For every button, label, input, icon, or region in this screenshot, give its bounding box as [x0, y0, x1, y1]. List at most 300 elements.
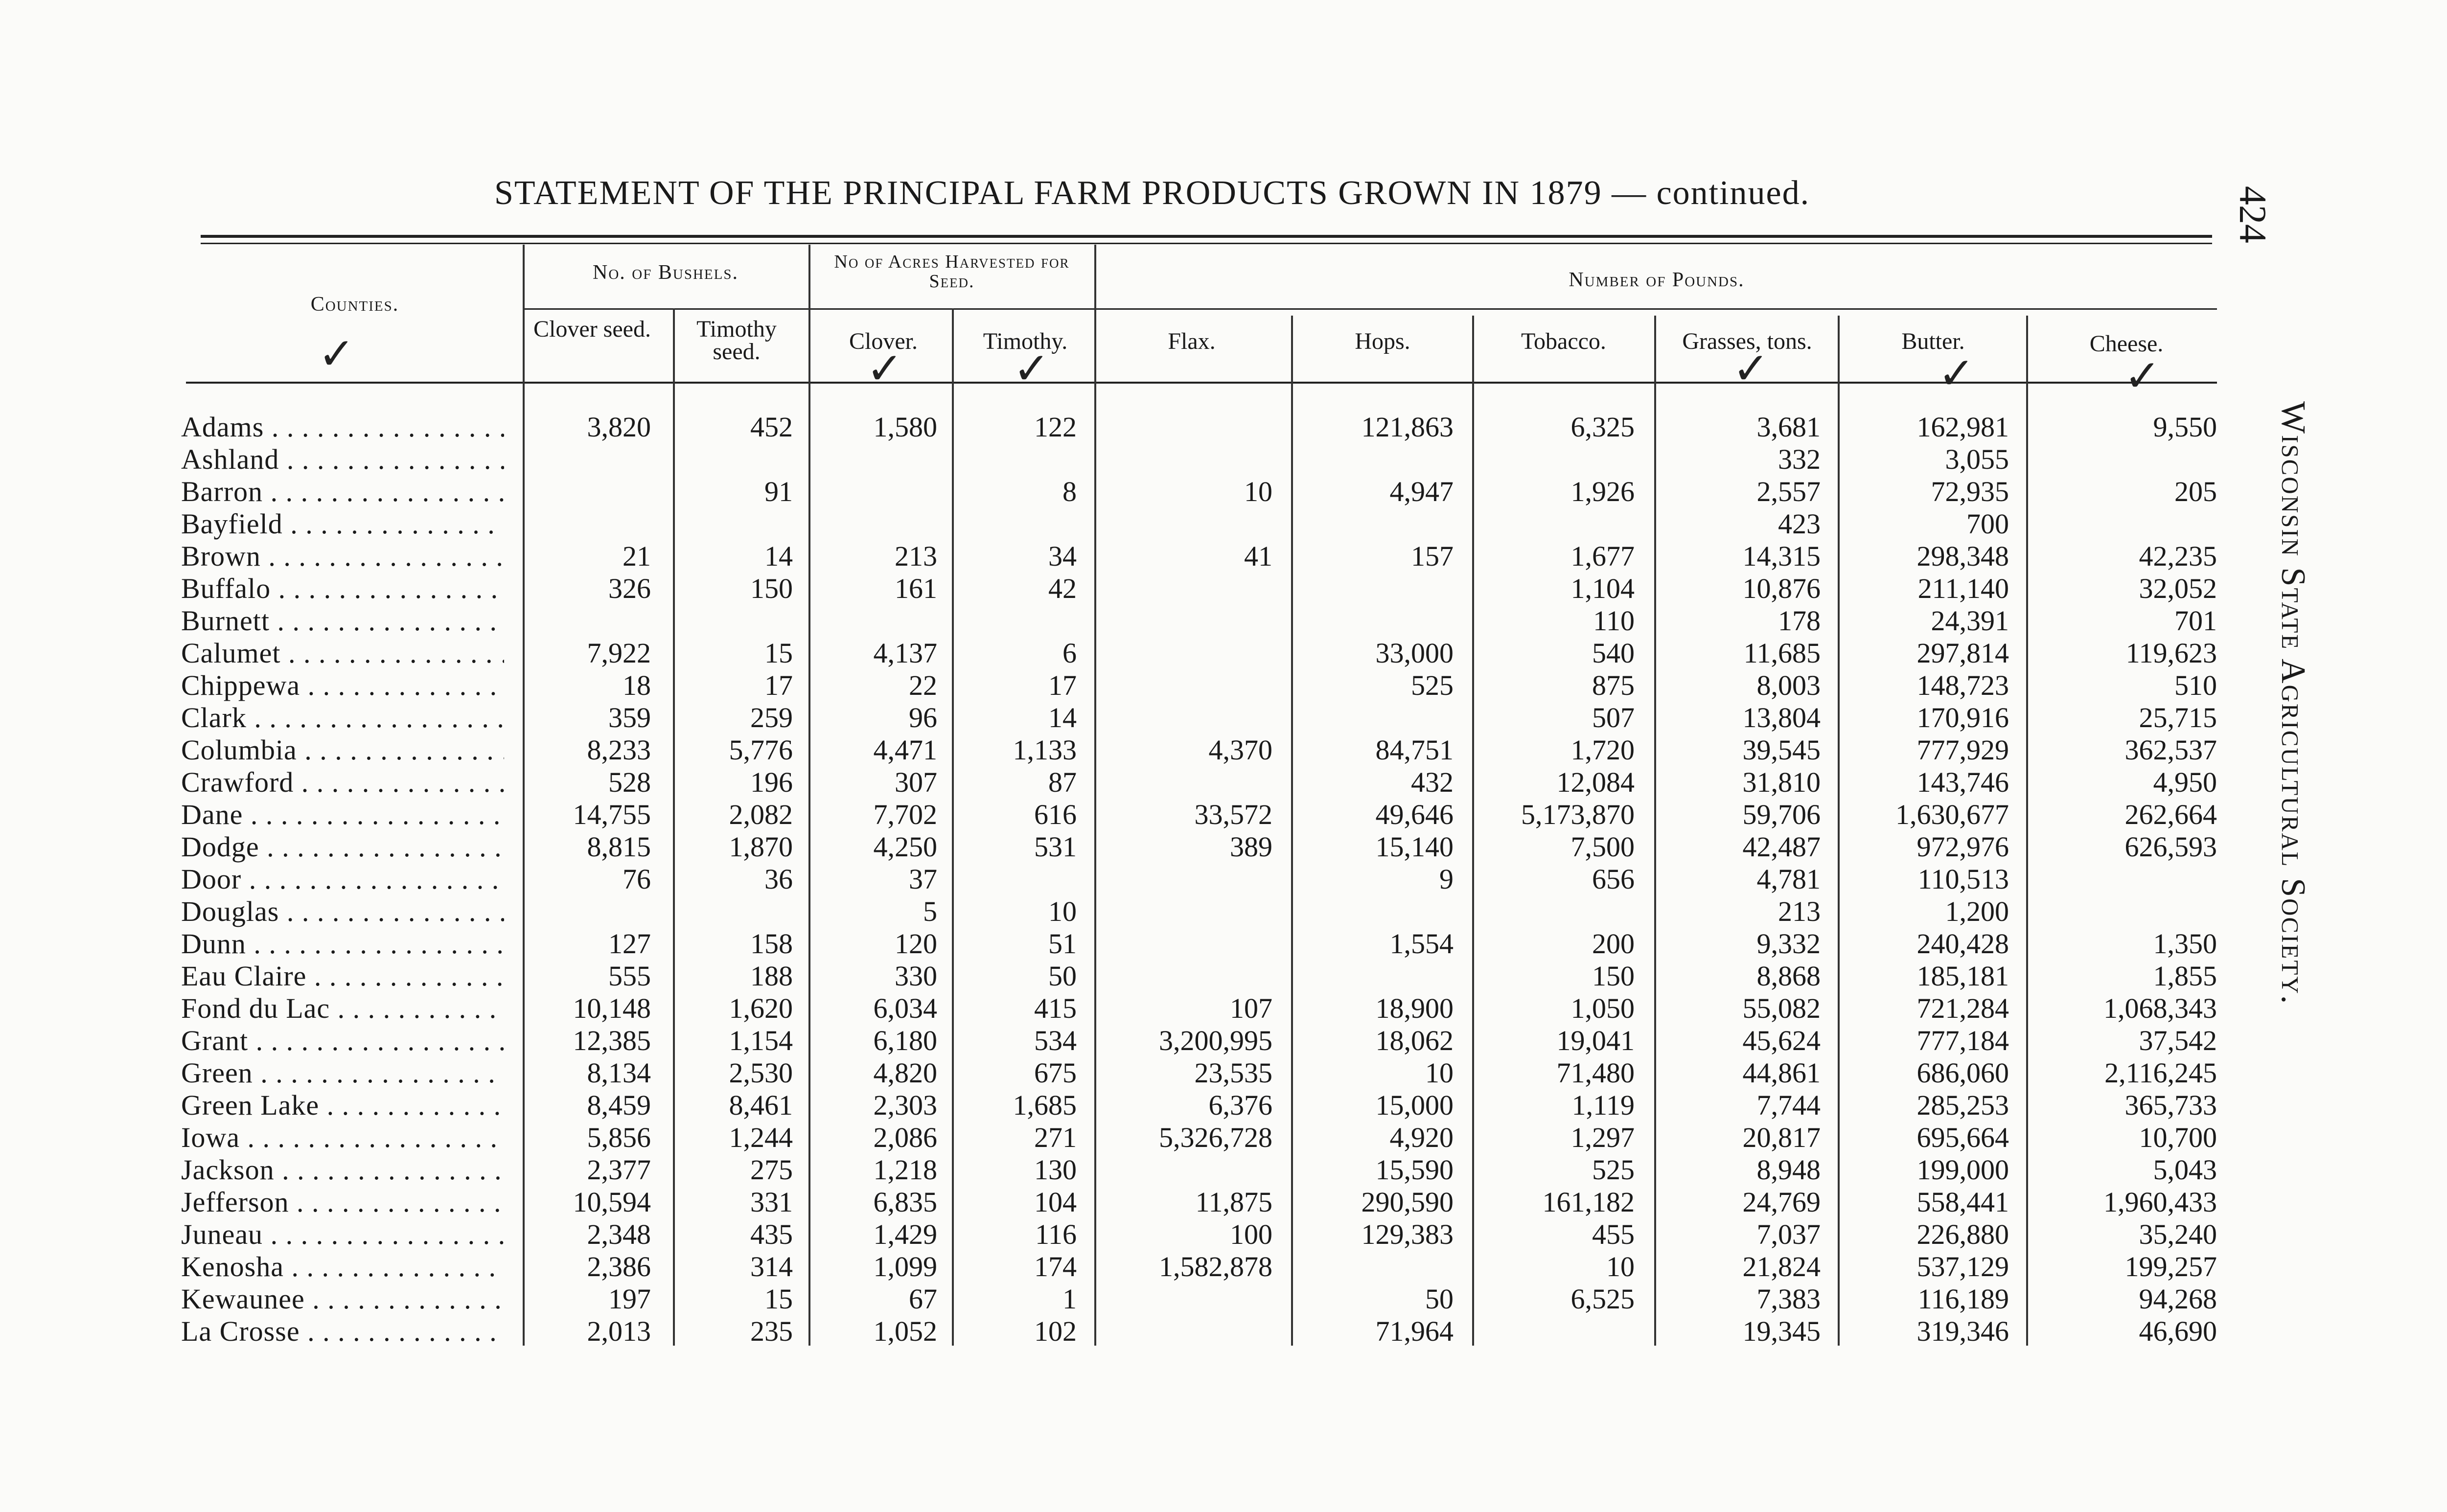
- table-cell: 4,250: [873, 831, 937, 863]
- table-cell: 50: [1048, 960, 1077, 992]
- table-cell: 185,181: [1916, 960, 2009, 992]
- table-cell: 158: [750, 928, 793, 960]
- col-header-hops: Hops.: [1355, 328, 1410, 354]
- col-header-timothy-acres: Timothy.: [983, 328, 1068, 354]
- table-cell: 178: [1778, 605, 1821, 637]
- table-cell: [945, 443, 1077, 476]
- table-cell: 71,480: [1556, 1057, 1635, 1089]
- table-cell: 423: [1778, 508, 1821, 540]
- table-cell: 19,345: [1742, 1315, 1821, 1347]
- county-name: Eau Claire . . .: [181, 960, 504, 992]
- county-name: Buffalo . . .: [181, 573, 504, 605]
- table-cell: 455: [1592, 1218, 1635, 1250]
- table-cell: 721,284: [1916, 992, 2009, 1024]
- table-cell: 7,383: [1756, 1283, 1821, 1315]
- table-cell: 19,041: [1556, 1025, 1635, 1056]
- table-cell: [504, 476, 651, 508]
- table-cell: [1091, 1154, 1272, 1186]
- county-name: Green . . .: [181, 1057, 504, 1089]
- table-cell: 150: [750, 573, 793, 604]
- table-cell: 59,706: [1742, 799, 1821, 830]
- table-cell: 170,916: [1916, 702, 2009, 733]
- county-name: Kenosha . . .: [181, 1251, 504, 1283]
- table-cell: 330: [895, 960, 937, 992]
- table-cell: 4,920: [1389, 1122, 1454, 1153]
- table-cell: 13,804: [1742, 702, 1821, 733]
- table-cell: 12,084: [1556, 766, 1635, 798]
- table-cell: 534: [1034, 1025, 1077, 1056]
- table-cell: 1,133: [1013, 734, 1077, 766]
- table-cell: 10,594: [573, 1186, 651, 1218]
- group-header-counties: Counties.: [310, 293, 399, 316]
- table-cell: 6,525: [1570, 1283, 1635, 1315]
- table-cell: [1091, 1315, 1272, 1348]
- table-cell: 10: [1606, 1251, 1635, 1283]
- table-cell: 8,459: [587, 1089, 651, 1121]
- check-mark-icon: ✓: [318, 330, 355, 379]
- table-row: [181, 766, 2222, 799]
- table-cell: [1091, 895, 1272, 928]
- table-row: [181, 1186, 2222, 1218]
- table-cell: 18,900: [1375, 992, 1454, 1024]
- county-name: Grant . . .: [181, 1025, 504, 1057]
- table-cell: [1282, 573, 1454, 605]
- county-name: Bayfield . . .: [181, 508, 504, 540]
- table-cell: 24,391: [1931, 605, 2009, 637]
- table-cell: 2,348: [587, 1218, 651, 1250]
- table-cell: 432: [1411, 766, 1454, 798]
- table-cell: 1,099: [873, 1251, 937, 1283]
- table-cell: 1,050: [1570, 992, 1635, 1024]
- table-cell: 675: [1034, 1057, 1077, 1089]
- table-cell: [2041, 895, 2217, 928]
- table-cell: 31,810: [1742, 766, 1821, 798]
- county-name: Brown . . .: [181, 540, 504, 573]
- table-cell: 107: [1230, 992, 1272, 1024]
- table-cell: [2041, 443, 2217, 476]
- table-cell: 525: [1411, 669, 1454, 701]
- table-cell: 37: [909, 863, 937, 895]
- table-cell: 259: [750, 702, 793, 733]
- table-cell: 157: [1411, 540, 1454, 572]
- county-name: Ashland . . .: [181, 443, 504, 476]
- county-name: Adams . . .: [181, 411, 504, 443]
- table-cell: 211,140: [1917, 573, 2009, 604]
- table-cell: 91: [764, 476, 793, 507]
- table-cell: 262,664: [2124, 799, 2217, 830]
- table-cell: 1,429: [873, 1218, 937, 1250]
- table-cell: [805, 508, 937, 540]
- page-number: 424: [2232, 186, 2274, 243]
- table-cell: 15: [764, 1283, 793, 1315]
- table-cell: 45,624: [1742, 1025, 1821, 1056]
- table-cell: 2,082: [729, 799, 793, 830]
- table-cell: 359: [608, 702, 651, 733]
- table-row: [181, 831, 2222, 863]
- table-cell: 528: [608, 766, 651, 798]
- table-cell: 18,062: [1375, 1025, 1454, 1056]
- county-name: Dunn . . .: [181, 928, 504, 960]
- table-cell: 3,681: [1756, 411, 1821, 443]
- table-cell: 130: [1034, 1154, 1077, 1186]
- table-cell: 22: [909, 669, 937, 701]
- table-cell: 3,200,995: [1159, 1025, 1272, 1056]
- table-cell: 1,685: [1013, 1089, 1077, 1121]
- table-cell: [805, 443, 937, 476]
- table-cell: 8,134: [587, 1057, 651, 1089]
- table-cell: 8,868: [1756, 960, 1821, 992]
- table-cell: 9,332: [1756, 928, 1821, 960]
- table-row: [181, 605, 2222, 637]
- table-cell: [1091, 863, 1272, 895]
- county-name: Jefferson . . .: [181, 1186, 504, 1218]
- table-cell: 1,620: [729, 992, 793, 1024]
- table-cell: [504, 605, 651, 637]
- table-cell: 32,052: [2139, 573, 2217, 604]
- table-cell: 143,746: [1916, 766, 2009, 798]
- table-cell: [1091, 928, 1272, 960]
- table-cell: 5,326,728: [1159, 1122, 1272, 1153]
- check-mark-icon: ✓: [1732, 345, 1770, 393]
- county-name: Door . . .: [181, 863, 504, 895]
- table-cell: 285,253: [1916, 1089, 2009, 1121]
- table-cell: 6,180: [873, 1025, 937, 1056]
- table-cell: 2,530: [729, 1057, 793, 1089]
- table-cell: [661, 605, 793, 637]
- col-header-timothy-seed: Timothy seed.: [696, 316, 777, 365]
- table-cell: 1,554: [1389, 928, 1454, 960]
- table-cell: [1091, 508, 1272, 540]
- page-title: STATEMENT OF THE PRINCIPAL FARM PRODUCTS GROWN IN 1879 — continued.: [494, 174, 1810, 212]
- table-cell: [1091, 766, 1272, 799]
- table-cell: 24,769: [1742, 1186, 1821, 1218]
- table-cell: [1091, 573, 1272, 605]
- table-cell: 11,875: [1195, 1186, 1272, 1218]
- table-cell: 2,377: [587, 1154, 651, 1186]
- table-cell: 8,461: [729, 1089, 793, 1121]
- table-row: [181, 1025, 2222, 1057]
- table-row: [181, 1057, 2222, 1089]
- table-cell: 226,880: [1916, 1218, 2009, 1250]
- table-cell: 87: [1048, 766, 1077, 798]
- county-name: Jackson . . .: [181, 1154, 504, 1186]
- table-cell: 6,835: [873, 1186, 937, 1218]
- table-cell: 525: [1592, 1154, 1635, 1186]
- table-cell: 213: [1778, 895, 1821, 927]
- group-divider-rule: [524, 308, 2217, 310]
- table-cell: 435: [750, 1218, 793, 1250]
- table-cell: 537,129: [1916, 1251, 2009, 1283]
- county-name: Kewaunee . . .: [181, 1283, 504, 1315]
- county-name: Chippewa . . .: [181, 669, 504, 702]
- table-cell: 14,315: [1742, 540, 1821, 572]
- table-cell: 777,929: [1916, 734, 2009, 766]
- table-cell: 6: [1062, 637, 1077, 669]
- table-row: [181, 637, 2222, 669]
- table-cell: 319,346: [1916, 1315, 2009, 1347]
- table-cell: 415: [1034, 992, 1077, 1024]
- table-cell: 110,513: [1917, 863, 2009, 895]
- table-cell: 42,487: [1742, 831, 1821, 863]
- table-cell: 1,104: [1570, 573, 1635, 604]
- table-row: [181, 1283, 2222, 1315]
- table-cell: [805, 605, 937, 637]
- table-cell: [1091, 637, 1272, 669]
- table-row: [181, 734, 2222, 766]
- county-name: Fond du Lac . . .: [181, 992, 504, 1025]
- table-cell: 9: [1439, 863, 1454, 895]
- table-cell: [1282, 702, 1454, 734]
- table-row: [181, 476, 2222, 508]
- table-cell: 39,545: [1742, 734, 1821, 766]
- table-cell: [1282, 508, 1454, 540]
- table-cell: 365,733: [2124, 1089, 2217, 1121]
- table-cell: 67: [909, 1283, 937, 1315]
- table-cell: 1,926: [1570, 476, 1635, 507]
- table-cell: 84,751: [1375, 734, 1454, 766]
- table-cell: 7,744: [1756, 1089, 1821, 1121]
- table-cell: 11,685: [1743, 637, 1821, 669]
- table-cell: 20,817: [1742, 1122, 1821, 1153]
- table-row: [181, 863, 2222, 895]
- table-cell: [805, 476, 937, 508]
- table-cell: [1463, 508, 1635, 540]
- county-name: Iowa . . .: [181, 1122, 504, 1154]
- table-row: [181, 1218, 2222, 1251]
- table-cell: 452: [750, 411, 793, 443]
- table-cell: 875: [1592, 669, 1635, 701]
- table-cell: [661, 895, 793, 928]
- table-cell: 14,755: [573, 799, 651, 830]
- table-cell: 362,537: [2124, 734, 2217, 766]
- county-name: Juneau . . .: [181, 1218, 504, 1251]
- table-cell: 33,000: [1375, 637, 1454, 669]
- table-cell: 1,630,677: [1895, 799, 2009, 830]
- county-name: Columbia . . .: [181, 734, 504, 766]
- table-row: [181, 443, 2222, 476]
- col-header-tobacco: Tobacco.: [1521, 328, 1606, 354]
- table-cell: 2,116,245: [2104, 1057, 2217, 1089]
- county-name: Crawford . . .: [181, 766, 504, 799]
- county-name: La Crosse . . .: [181, 1315, 504, 1348]
- table-cell: 10: [1425, 1057, 1454, 1089]
- table-cell: 51: [1048, 928, 1077, 960]
- table-cell: 12,385: [573, 1025, 651, 1056]
- table-cell: 8,815: [587, 831, 651, 863]
- group-header-acres: No of Acres Harvested for Seed.: [834, 252, 1070, 292]
- table-cell: 42,235: [2139, 540, 2217, 572]
- table-cell: 23,535: [1194, 1057, 1272, 1089]
- header-bottom-rule: [186, 382, 2217, 384]
- county-name: Barron . . .: [181, 476, 504, 508]
- table-cell: 1,350: [2153, 928, 2217, 960]
- table-cell: 507: [1592, 702, 1635, 733]
- table-cell: 5,173,870: [1521, 799, 1635, 830]
- table-cell: 199,257: [2124, 1251, 2217, 1283]
- table-cell: 10,876: [1742, 573, 1821, 604]
- table-cell: 4,950: [2153, 766, 2217, 798]
- table-cell: 15,000: [1375, 1089, 1454, 1121]
- county-name: Calumet . . .: [181, 637, 504, 669]
- table-cell: 18: [623, 669, 651, 701]
- table-cell: 626,593: [2124, 831, 2217, 863]
- table-row: [181, 895, 2222, 928]
- table-cell: 540: [1592, 637, 1635, 669]
- table-cell: 161: [895, 573, 937, 604]
- table-cell: 1,582,878: [1159, 1251, 1272, 1283]
- table-cell: 197: [608, 1283, 651, 1315]
- table-cell: 14: [1048, 702, 1077, 733]
- table-cell: 42: [1048, 573, 1077, 604]
- table-cell: 555: [608, 960, 651, 992]
- table-cell: 205: [2174, 476, 2217, 507]
- table-cell: 17: [764, 669, 793, 701]
- check-mark-icon: ✓: [1013, 345, 1050, 393]
- table-row: [181, 1251, 2222, 1283]
- table-row: [181, 573, 2222, 605]
- table-cell: 777,184: [1916, 1025, 2009, 1056]
- group-header-pounds: Number of Pounds.: [1569, 269, 1745, 291]
- table-cell: 331: [750, 1186, 793, 1218]
- table-cell: [1463, 443, 1635, 476]
- table-cell: 1,244: [729, 1122, 793, 1153]
- table-cell: 188: [750, 960, 793, 992]
- table-cell: 1,677: [1570, 540, 1635, 572]
- table-row: [181, 799, 2222, 831]
- table-cell: 6,376: [1208, 1089, 1272, 1121]
- table-cell: 616: [1034, 799, 1077, 830]
- table-cell: 199,000: [1916, 1154, 2009, 1186]
- table-cell: 1,218: [873, 1154, 937, 1186]
- table-cell: 8,948: [1756, 1154, 1821, 1186]
- col-header-grasses: Grasses, tons.: [1682, 328, 1812, 354]
- county-name: Clark . . .: [181, 702, 504, 734]
- county-name: Burnett . . .: [181, 605, 504, 637]
- table-cell: [661, 508, 793, 540]
- table-cell: 271: [1034, 1122, 1077, 1153]
- table-cell: [504, 508, 651, 540]
- running-side-title: Wisconsin State Agricultural Society.: [2274, 401, 2312, 1006]
- table-row: [181, 960, 2222, 992]
- table-cell: 100: [1230, 1218, 1272, 1250]
- table-cell: 701: [2174, 605, 2217, 637]
- table-cell: 35,240: [2139, 1218, 2217, 1250]
- table-cell: 162,981: [1916, 411, 2009, 443]
- table-cell: 174: [1034, 1251, 1077, 1283]
- table-cell: 120: [895, 928, 937, 960]
- table-cell: 3,055: [1945, 443, 2009, 475]
- table-cell: 44,861: [1742, 1057, 1821, 1089]
- table-cell: 1,580: [873, 411, 937, 443]
- table-cell: 41: [1244, 540, 1272, 572]
- table-cell: 389: [1230, 831, 1272, 863]
- table-cell: 10: [1048, 895, 1077, 927]
- table-row: [181, 928, 2222, 960]
- table-cell: 21,824: [1742, 1251, 1821, 1283]
- col-header-clover-acres: Clover.: [849, 328, 918, 354]
- col-header-clover-seed: Clover seed.: [533, 316, 651, 342]
- table-cell: 36: [764, 863, 793, 895]
- table-cell: 656: [1592, 863, 1635, 895]
- table-cell: 275: [750, 1154, 793, 1186]
- table-cell: 4,370: [1208, 734, 1272, 766]
- table-cell: 15,140: [1375, 831, 1454, 863]
- table-cell: 4,471: [873, 734, 937, 766]
- table-row: [181, 1089, 2222, 1122]
- check-mark-icon: ✓: [2124, 352, 2161, 401]
- table-cell: [1091, 702, 1272, 734]
- table-cell: 102: [1034, 1315, 1077, 1347]
- table-cell: [945, 508, 1077, 540]
- table-cell: 104: [1034, 1186, 1077, 1218]
- table-cell: 110: [1593, 605, 1635, 637]
- county-name: Dane . . .: [181, 799, 504, 831]
- table-cell: 213: [895, 540, 937, 572]
- table-cell: 314: [750, 1251, 793, 1283]
- table-cell: [1282, 1251, 1454, 1283]
- table-cell: 71,964: [1375, 1315, 1454, 1347]
- table-cell: 34: [1048, 540, 1077, 572]
- table-cell: 1,960,433: [2103, 1186, 2217, 1218]
- table-cell: 49,646: [1375, 799, 1454, 830]
- table-cell: 15,590: [1375, 1154, 1454, 1186]
- table-cell: 6,325: [1570, 411, 1635, 443]
- table-cell: 298,348: [1916, 540, 2009, 572]
- table-cell: 510: [2174, 669, 2217, 701]
- table-cell: 72,935: [1931, 476, 2009, 507]
- table-cell: 9,550: [2153, 411, 2217, 443]
- table-cell: 150: [1592, 960, 1635, 992]
- table-cell: 4,820: [873, 1057, 937, 1089]
- table-cell: 1,154: [729, 1025, 793, 1056]
- table-cell: 15: [764, 637, 793, 669]
- table-cell: [1282, 605, 1454, 637]
- table-cell: 5: [923, 895, 937, 927]
- table-cell: 332: [1778, 443, 1821, 475]
- table-cell: 14: [764, 540, 793, 572]
- table-cell: [1282, 960, 1454, 992]
- table-cell: [1091, 443, 1272, 476]
- table-cell: 161,182: [1542, 1186, 1635, 1218]
- table-cell: 37,542: [2139, 1025, 2217, 1056]
- table-cell: 7,922: [587, 637, 651, 669]
- table-cell: [945, 605, 1077, 637]
- table-cell: 1,052: [873, 1315, 937, 1347]
- table-cell: 8,233: [587, 734, 651, 766]
- table-cell: 5,043: [2153, 1154, 2217, 1186]
- header-top-double-rule-2: [201, 243, 2212, 244]
- table-cell: 25,715: [2139, 702, 2217, 733]
- county-name: Green Lake . . .: [181, 1089, 504, 1122]
- table-cell: 196: [750, 766, 793, 798]
- table-cell: 2,557: [1756, 476, 1821, 507]
- table-cell: 326: [608, 573, 651, 604]
- table-cell: 7,500: [1570, 831, 1635, 863]
- table-row: [181, 1122, 2222, 1154]
- table-cell: 700: [1966, 508, 2009, 540]
- group-header-bushels: No. of Bushels.: [593, 261, 739, 284]
- table-cell: [1091, 669, 1272, 702]
- table-cell: 1,855: [2153, 960, 2217, 992]
- table-cell: 1,119: [1571, 1089, 1635, 1121]
- county-name: Douglas . . .: [181, 895, 504, 928]
- table-cell: 2,386: [587, 1251, 651, 1283]
- table-cell: 17: [1048, 669, 1077, 701]
- table-cell: 148,723: [1916, 669, 2009, 701]
- table-cell: 5,856: [587, 1122, 651, 1153]
- table-cell: [1282, 443, 1454, 476]
- table-row: [181, 702, 2222, 734]
